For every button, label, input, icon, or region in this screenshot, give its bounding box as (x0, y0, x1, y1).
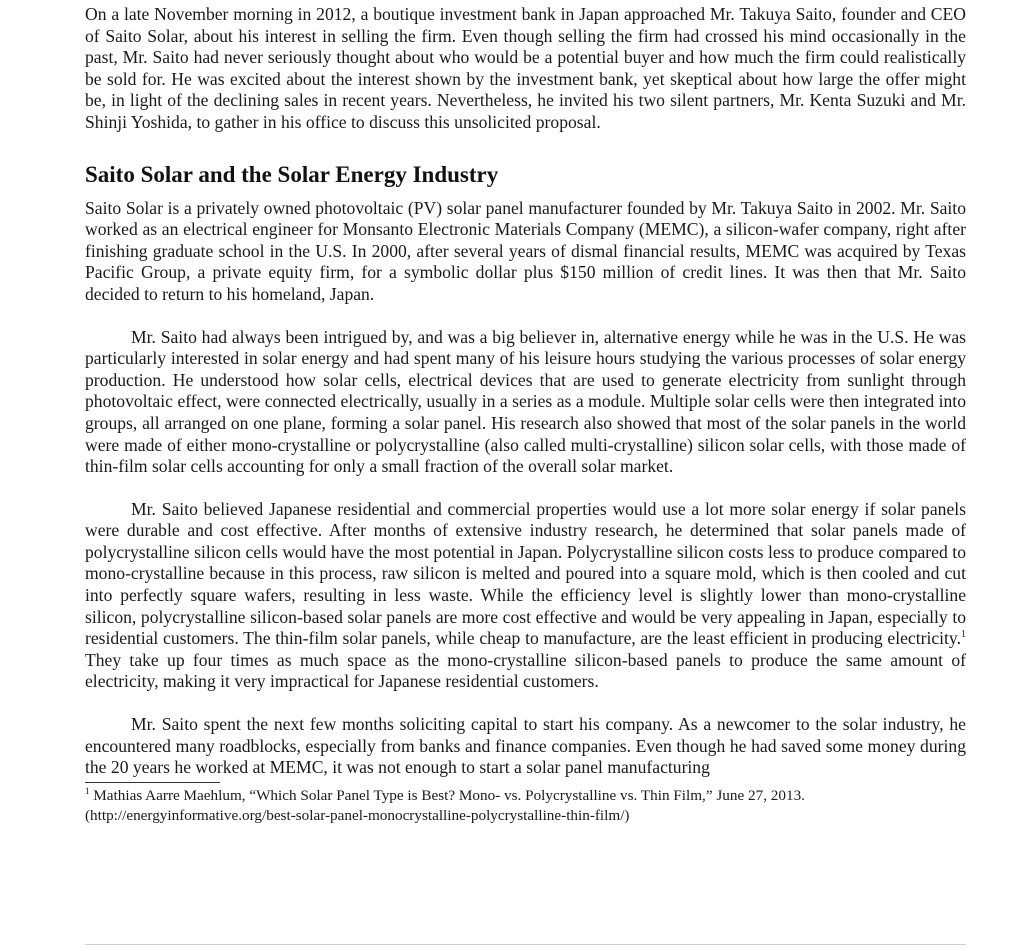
document-page (85, 4, 966, 826)
footnote-body: Mathias Aarre Maehlum, “Which Solar Panel Type is Best? Mono- vs. Polycrystalline vs. Thin Film,” June 27, 2013. (http://energyinformative.org/best-solar-panel-monocrystalline-polycrystalline-thin-film/) (85, 786, 805, 824)
polycrystalline-text-part1: Mr. Saito believed Japanese residential and commercial properties would use a lot more solar energy if solar panels were durable and cost effective. After months of extensive industry research, he determined that solar panels made of polycrystalline silicon cells would have the most potential in Japan. Polycrystalline silicon costs less to produce compared to mono-crystalline because in this process, raw silicon is melted and poured into a square mold, which is then cooled and cut into perfectly square wafers, resulting in less waste. While the efficiency level is slightly lower than mono-crystalline silicon, polycrystalline silicon-based solar panels are more cost effective and would be very appealing in Japan, especially to residential customers. The thin-film solar panels, while cheap to manufacture, are the least efficient in producing electricity. (85, 498, 966, 649)
footnote-text (85, 786, 966, 826)
polycrystalline-text-part2: They take up four times as much space as the mono-crystalline silicon-based panels to produce the same amount of electricity, making it very impractical for Japanese residential customers. (85, 649, 966, 692)
section-heading: Saito Solar and the Solar Energy Industry (85, 161, 499, 187)
intro-paragraph: On a late November morning in 2012, a boutique investment bank in Japan approached Mr. Takuya Saito, founder and CEO of Saito Solar, about his interest in selling the firm. Even though selling the firm had crossed his mind occasionally in the past, Mr. Saito had never seriously thought about who would be a potential buyer and how much the firm could realistically be sold for. He was excited about the interest shown by the investment bank, yet skeptical about how large the offer might be, in light of the declining sales in recent years. Nevertheless, he invited his two silent partners, Mr. Kenta Suzuki and Mr. Shinji Yoshida, to gather in his office to discuss this unsolicited proposal. (85, 4, 966, 132)
footnote-divider (85, 782, 220, 783)
company-background-paragraph: Saito Solar is a privately owned photovoltaic (PV) solar panel manufacturer founded by Mr. Takuya Saito in 2002. Mr. Saito worked as an electrical engineer for Monsanto Electronic Materials Company (MEMC), a silicon-wafer company, right after finishing graduate school in the U.S. In 2000, after several years of dismal financial results, MEMC was acquired by Texas Pacific Group, a private equity firm, for a symbolic dollar plus $150 million of credit lines. It was then that Mr. Saito decided to return to his homeland, Japan. (85, 197, 966, 304)
solar-interest-paragraph: Mr. Saito had always been intrigued by, and was a big believer in, alternative energy while he was in the U.S. He was particularly interested in solar energy and had spent many of his leisure hours studying the various processes of solar energy production. He understood how solar cells, electrical devices that are used to generate electricity from sunlight through photovoltaic effect, were connected electrically, usually in a series as a module. Multiple solar cells were then integrated into groups, all arranged on one plane, forming a solar panel. His research also showed that most of the solar panels in the world were made of either mono-crystalline or polycrystalline (also called multi-crystalline) silicon solar cells, with those made of thin-film solar cells accounting for only a small fraction of the overall solar market. (85, 326, 966, 477)
footnote-number: 1 (85, 785, 90, 796)
capital-paragraph: Mr. Saito spent the next few months soliciting capital to start his company. As a newcomer to the solar industry, he encountered many roadblocks, especially from banks and finance companies. Even though he had saved some money during the 20 years he worked at MEMC, it was not enough to start a solar panel manufacturing (85, 714, 966, 778)
polycrystalline-paragraph (85, 499, 966, 693)
footnote (85, 786, 966, 826)
page-bottom-rule (85, 944, 966, 945)
footnote-reference[interactable]: 1 (961, 629, 966, 641)
